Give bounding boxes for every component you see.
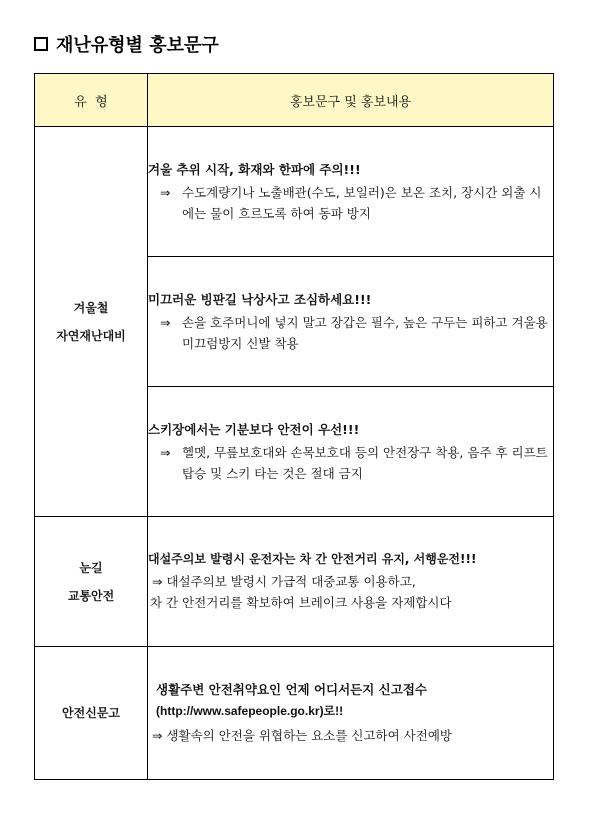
- content-winter-ice: [148, 257, 554, 387]
- content-snow: [148, 517, 554, 647]
- detail-winter-fire: [148, 182, 553, 224]
- headline-report: 생활주변 안전취약요인 언제 어디서든지 신고접수: [156, 682, 427, 697]
- promo-table: [34, 73, 554, 780]
- type-snow-line2: 교통안전: [67, 588, 115, 603]
- arrow-icon: ⇒: [160, 444, 171, 460]
- table-row: [35, 127, 554, 257]
- headline-snow: 대설주의보 발령시 운전자는 차 간 안전거리 유지, 서행운전!!!: [148, 552, 477, 566]
- headline-winter-ice: 미끄러운 빙판길 낙상사고 조심하세요!!!: [148, 291, 372, 307]
- type-report: 안전신문고: [35, 647, 148, 780]
- header-content: 홍보문구 및 홍보내용: [148, 74, 554, 127]
- detail-winter-ski: [148, 442, 553, 484]
- detail-text: 손을 호주머니에 넣지 말고 장갑은 필수, 높은 구두는 피하고 겨울용 미끄럼방지 신발 착용: [182, 314, 548, 351]
- content-winter-fire: [148, 127, 554, 257]
- headline-winter-ski: 스키장에서는 기분보다 안전이 우선!!!: [148, 421, 360, 437]
- checkbox-square-icon: [34, 37, 48, 51]
- table-row: [35, 517, 554, 647]
- type-snow: [35, 517, 148, 647]
- header-type: 유 형: [35, 74, 148, 127]
- page-title: [34, 31, 219, 57]
- arrow-icon: ⇒: [160, 314, 171, 330]
- type-winter-line1: 겨울철: [73, 300, 109, 315]
- type-winter-line2: 자연재난대비: [56, 328, 126, 343]
- report-url: (http://www.safepeople.go.kr)로!!: [156, 704, 344, 718]
- page-title-text: 재난유형별 홍보문구: [56, 35, 219, 56]
- table-row: [35, 647, 554, 780]
- type-winter: [35, 127, 148, 517]
- type-snow-line1: 눈길: [79, 560, 103, 575]
- content-report: [148, 647, 554, 780]
- headline-winter-fire: 겨울 추위 시작, 화재와 한파에 주의!!!: [148, 161, 361, 177]
- content-winter-ski: [148, 387, 554, 517]
- detail-snow-line2: 차 간 안전거리를 확보하여 브레이크 사용을 자제합시다: [150, 595, 452, 610]
- arrow-icon: ⇒: [160, 184, 171, 200]
- detail-text: 헬멧, 무릎보호대와 손목보호대 등의 안전장구 착용, 음주 후 리프트 탑승 및 스키 타는 것은 절대 금지: [182, 444, 548, 481]
- detail-report: ⇒ 생활속의 안전을 위협하는 요소를 신고하여 사전예방: [152, 728, 452, 743]
- detail-snow-line1: ⇒ 대설주의보 발령시 가급적 대중교통 이용하고,: [152, 574, 416, 589]
- detail-winter-ice: [148, 312, 553, 354]
- detail-text: 수도계량기나 노출배관(수도, 보일러)은 보온 조치, 장시간 외출 시에는 물이 흐르도록 하여 동파 방지: [182, 184, 542, 221]
- table-header-row: [35, 74, 554, 127]
